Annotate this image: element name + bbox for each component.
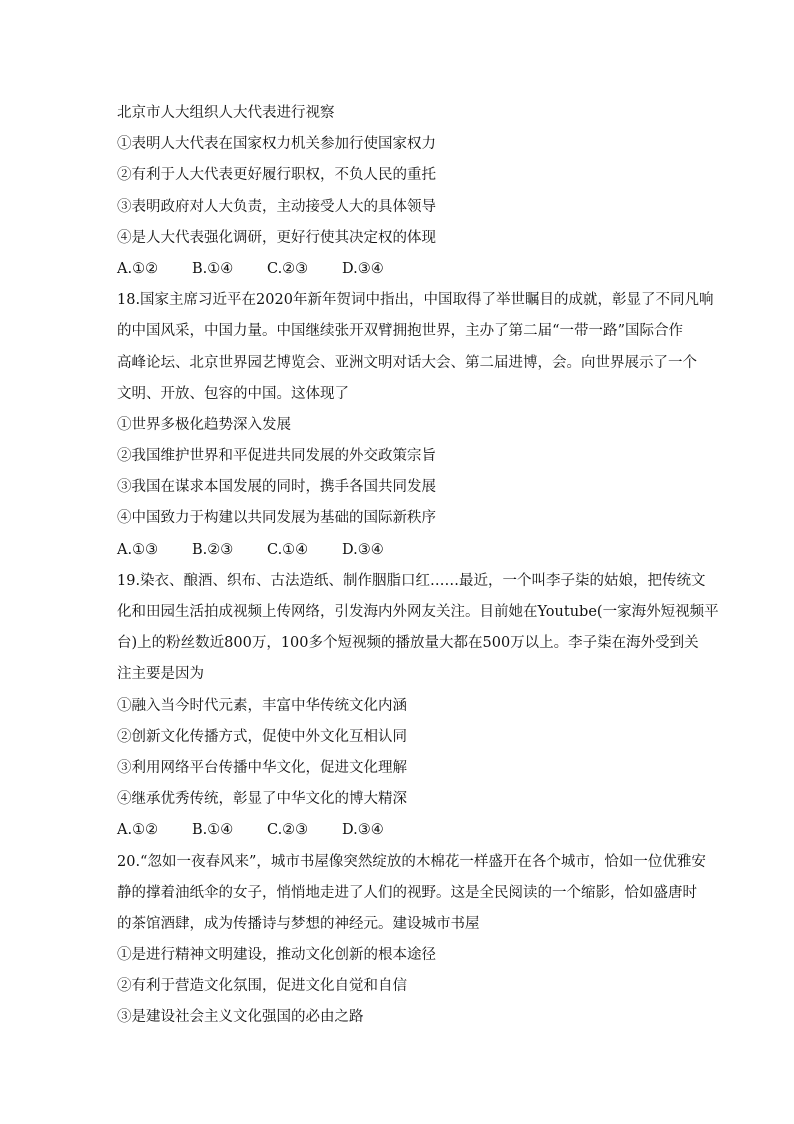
q18-choice-d: D.③④: [342, 541, 384, 558]
q17-option-4: ④是人大代表强化调研，更好行使其决定权的体现: [117, 229, 436, 246]
q19-stem-line-2: 化和田园生活拍成视频上传网络，引发海内外网友关注。目前她在Youtube(一家海外短视频平: [117, 604, 719, 620]
q18-choice-a: A.①③: [117, 541, 159, 558]
question-17: [117, 98, 683, 285]
q20-option-2: ②有利于营造文化氛围，促进文化自觉和自信: [117, 978, 407, 995]
q19-stem-line-1: 19.染衣、酿酒、织布、古法造纸、制作胭脂口红……最近，一个叫李子柒的姑娘，把传统文: [117, 572, 706, 589]
question-20: [117, 847, 706, 1034]
q18-stem-line-4: 文明、开放、包容的中国。这体现了: [117, 385, 349, 402]
q19-option-3: ③利用网络平台传播中华文化，促进文化理解: [117, 759, 407, 776]
q18-option-1: ①世界多极化趋势深入发展: [117, 416, 291, 433]
q17-choice-d: D.③④: [342, 260, 384, 277]
q19-option-1: ①融入当今时代元素，丰富中华传统文化内涵: [117, 697, 407, 714]
q17-option-3: ③表明政府对人大负责，主动接受人大的具体领导: [117, 198, 436, 215]
q18-option-2: ②我国维护世界和平促进共同发展的外交政策宗旨: [117, 448, 436, 465]
q20-stem-line-2: 静的撑着油纸伞的女子，悄悄地走进了人们的视野。这是全民阅读的一个缩影，恰如盛唐时: [117, 884, 697, 901]
q19-option-4: ④继承优秀传统，彰显了中华文化的博大精深: [117, 791, 407, 808]
q19-choice-c: C.②③: [267, 822, 309, 839]
question-19: [117, 566, 719, 847]
q17-choice-c: C.②③: [267, 260, 309, 277]
q20-stem-line-1: 20.“忽如一夜春风来”，城市书屋像突然绽放的木棉花一样盛开在各个城市，恰如一位优雅安: [117, 853, 706, 870]
q18-choice-b: B.②③: [192, 541, 234, 558]
q19-stem-line-3: 台)上的粉丝数近800万，100多个短视频的播放量大都在500万以上。李子柒在海外受到关: [117, 635, 699, 652]
q19-choices: [117, 815, 683, 846]
q19-option-2: ②创新文化传播方式，促使中外文化互相认同: [117, 728, 407, 745]
q20-stem-line-3: 的茶馆酒肆，成为传播诗与梦想的神经元。建设城市书屋: [117, 915, 480, 932]
q18-choices: [117, 535, 683, 566]
q18-stem-line-3: 高峰论坛、北京世界园艺博览会、亚洲文明对话大会、第二届进博，会。向世界展示了一个: [117, 354, 697, 371]
q17-stem-line: 北京市人大组织人大代表进行视察: [117, 105, 335, 121]
q17-option-1: ①表明人大代表在国家权力机关参加行使国家权力: [117, 136, 436, 153]
q18-option-3: ③我国在谋求本国发展的同时，携手各国共同发展: [117, 479, 436, 496]
q19-stem-line-4: 注主要是因为: [117, 666, 204, 683]
q19-choice-d: D.③④: [342, 822, 384, 839]
q20-option-3: ③是建设社会主义文化强国的必由之路: [117, 1009, 364, 1026]
page-content: [117, 98, 719, 1034]
q18-option-4: ④中国致力于构建以共同发展为基础的国际新秩序: [117, 510, 436, 527]
q19-choice-b: B.①④: [192, 822, 234, 839]
q17-choices: [117, 254, 683, 285]
q17-option-2: ②有利于人大代表更好履行职权，不负人民的重托: [117, 167, 436, 184]
q19-choice-a: A.①②: [117, 822, 159, 839]
question-18: [117, 285, 714, 566]
q17-choice-b: B.①④: [192, 260, 234, 277]
q17-choice-a: A.①②: [117, 260, 159, 277]
q18-choice-c: C.①④: [267, 541, 309, 558]
q20-option-1: ①是进行精神文明建设，推动文化创新的根本途径: [117, 947, 436, 964]
q18-stem-line-1: 18.国家主席习近平在2020年新年贺词中指出，中国取得了举世瞩目的成就，彰显了不同凡响: [117, 292, 714, 309]
q18-stem-line-2: 的中国风采，中国力量。中国继续张开双臂拥抱世界，主办了第二届“一带一路”国际合作: [117, 323, 683, 340]
